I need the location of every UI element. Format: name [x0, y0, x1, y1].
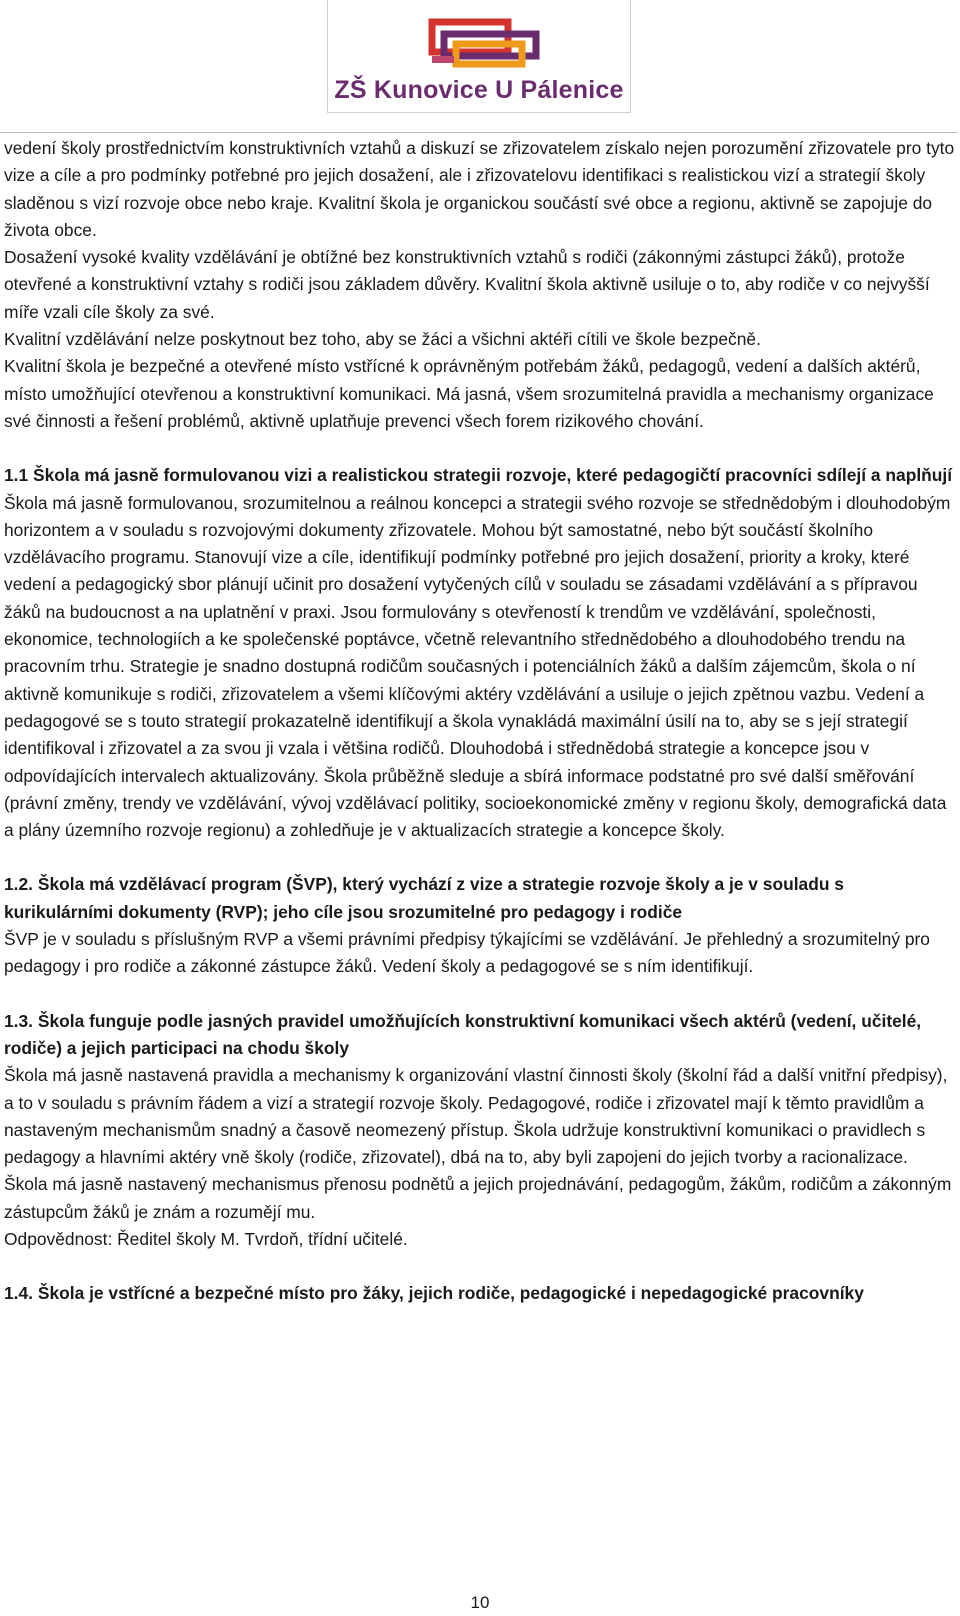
- section-heading-1-4: 1.4. Škola je vstřícné a bezpečné místo pro žáky, jejich rodiče, pedagogické i nepedagogické pracovníky: [4, 1283, 864, 1304]
- intro-paragraph: Kvalitní škola je bezpečné a otevřené místo vstřícné k oprávněným potřebám žáků, pedagogů, vedení a dalších aktérů, místo umožňující otevřenou a konstruktivní komunikaci. Má jasná, všem srozumitelná pravidla a mechanismy organizace své činnosti a řešení problémů, aktivně uplatňuje prevenci všech forem rizikového chování.: [4, 356, 934, 431]
- intro-paragraph: Kvalitní vzdělávání nelze poskytnout bez toho, aby se žáci a všichni aktéři cítili ve škole bezpečně.: [4, 329, 761, 350]
- intro-paragraph: Dosažení vysoké kvality vzdělávání je obtížné bez konstruktivních vztahů s rodiči (zákonnými zástupci žáků), protože otevřené a konstruktivní vztahy s rodiči jsou základem důvěry. Kvalitní škola aktivně usiluje o to, aby rodiče v co nejvyšší míře vzali cíle školy za své.: [4, 247, 930, 322]
- section-heading-1-1: 1.1 Škola má jasně formulovanou vizi a realistickou strategii rozvoje, které pedagogičtí pracovníci sdílejí a naplňují: [4, 465, 953, 486]
- school-logo: [327, 0, 631, 113]
- section-heading-1-2: 1.2. Škola má vzdělávací program (ŠVP), který vychází z vize a strategie rozvoje školy a je v souladu s kurikulárními dokumenty (RVP); jeho cíle jsou srozumitelné pro pedagogy i rodiče: [4, 874, 844, 922]
- page-number: 10: [470, 1593, 490, 1612]
- page-content: [4, 135, 956, 1308]
- spacer: [4, 1253, 956, 1280]
- section-heading-1-3: 1.3. Škola funguje podle jasných pravidel umožňujících konstruktivní komunikaci všech aktérů (vedení, učitelé, rodiče) a jejich participaci na chodu školy: [4, 1010, 922, 1058]
- logo-emblem: [398, 14, 562, 74]
- spacer: [4, 981, 956, 1008]
- section-body-1-1: Škola má jasně formulovanou, srozumitelnou a reálnou koncepci a strategii svého rozvoje se střednědobým i dlouhodobým horizontem a v souladu s rozvojovými dokumenty zřizovatele. Mohou být samostatné, nebo být součástí školního vzdělávacího programu. Stanovují vize a cíle, identifikují podmínky potřebné pro jejich dosažení, priority a kroky, které vedení a pedagogický sbor plánují učinit pro dosažení vytyčených cílů v souladu se zásadami vzdělávání a s přípravou žáků na budoucnost a na uplatnění v praxi. Jsou formulovány s otevřeností k trendům ve vzdělávání, společnosti, ekonomice, technologiích a ke společenské poptávce, včetně relevantního střednědobého a dlouhodobého trendu na pracovním trhu. Strategie je snadno dostupná rodičům současných i potenciálních žáků a dalším zájemcům, škola o ní aktivně komunikuje s rodiči, zřizovatelem a všemi klíčovými aktéry vzdělávání a usiluje o jejich zpětnou vazbu. Vedení a pedagogové se s touto strategií prokazatelně identifikují a škola vynakládá maximální úsilí na to, aby se s její strategií identifikoval i zřizovatel a za svou ji vzala i většina rodičů. Dlouhodobá i střednědobá strategie a koncepce jsou v odpovídajících intervalech aktualizovány. Škola průběžně sleduje a sbírá informace podstatné pro své další směřování (právní změny, trendy ve vzdělávání, vývoj vzdělávací politiky, socioekonomické změny v regionu školy, demografická data a plány územního rozvoje regionu) a zohledňuje je v aktualizacích strategie a koncepce školy.: [4, 492, 951, 841]
- logo-rose-bar: [432, 56, 454, 63]
- header-divider: [0, 132, 958, 133]
- intro-paragraph: vedení školy prostřednictvím konstruktivních vztahů a diskuzí se zřizovatelem získalo nejen porozumění zřizovatele pro tyto vize a cíle a pro podmínky potřebné pro jejich dosažení, ale i zřizovatelovu identifikaci s realistickou vizí a strategií školy sladěnou s vizí rozvoje obce nebo kraje. Kvalitní škola je organickou součástí své obce a regionu, aktivně se zapojuje do života obce.: [4, 138, 955, 240]
- spacer: [4, 844, 956, 871]
- spacer: [4, 435, 956, 462]
- section-body-1-3: Škola má jasně nastavená pravidla a mechanismy k organizování vlastní činnosti školy (školní řád a další vnitřní předpisy), a to v souladu s právním řádem a vizí a strategií rozvoje školy. Pedagogové, rodiče i zřizovatel mají k těmto pravidlům a nastaveným mechanismům snadný a časově neomezený přístup. Škola udržuje konstruktivní komunikaci o pravidlech s pedagogy a hlavními aktéry vně školy (rodiče, zřizovatel), dbá na to, aby byli zapojeni do jejich tvorby a racionalizace. Škola má jasně nastavený mechanismus přenosu podnětů a jejich projednávání, pedagogům, žákům, rodičům a zákonným zástupcům žáků je znám a rozumějí mu.: [4, 1065, 952, 1222]
- section-body-1-2: ŠVP je v souladu s příslušným RVP a všemi právními předpisy týkajícími se vzdělávání. Je přehledný a srozumitelný pro pedagogy i pro rodiče a zákonné zástupce žáků. Vedení školy a pedagogové se s ním identifikují.: [4, 929, 930, 977]
- logo-text: ZŠ Kunovice U Pálenice: [334, 76, 624, 104]
- section-note-1-3: Odpovědnost: Ředitel školy M. Tvrdoň, třídní učitelé.: [4, 1228, 408, 1249]
